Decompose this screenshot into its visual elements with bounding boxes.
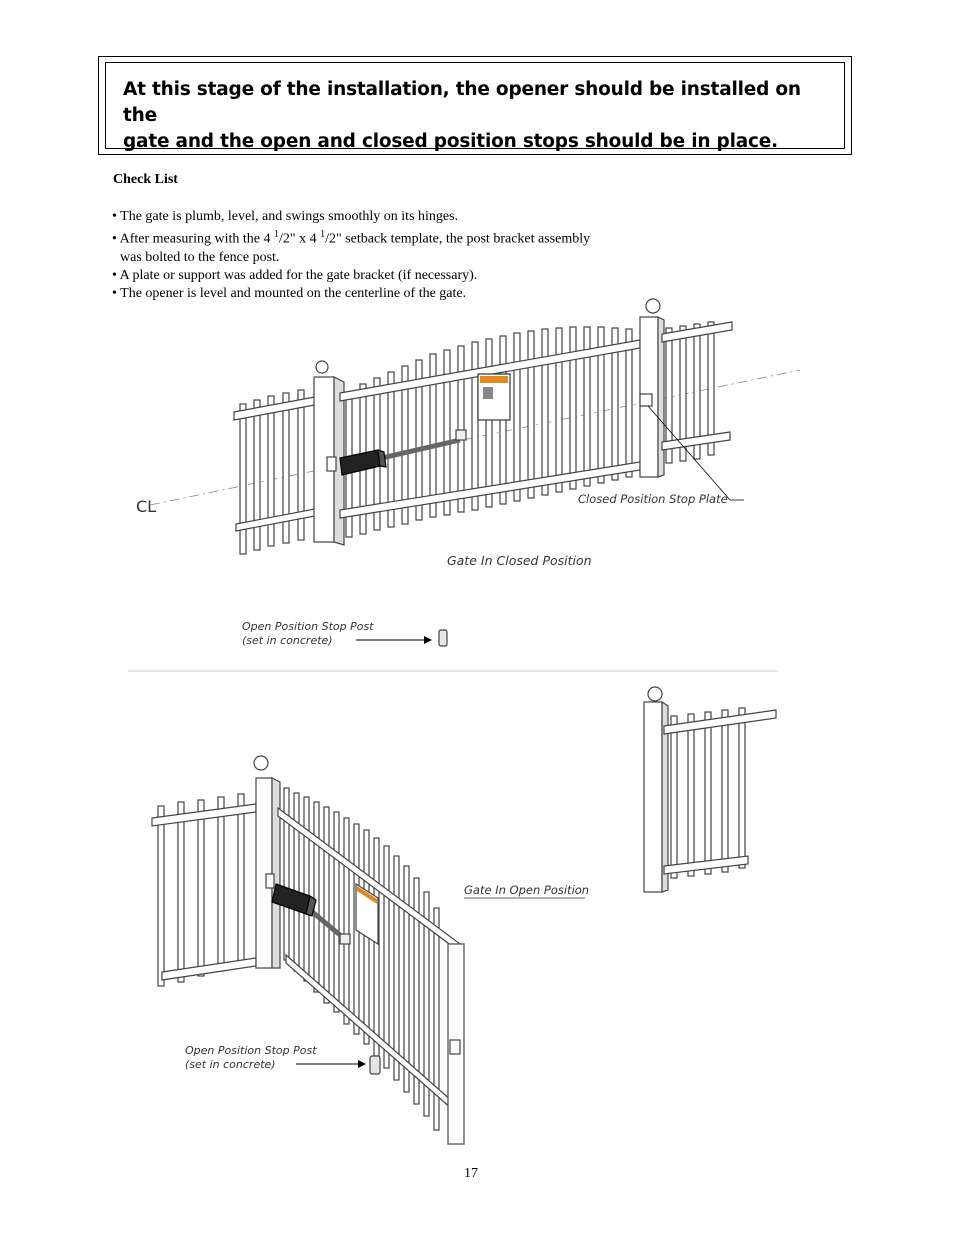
centerline-symbol: CL [136,497,157,516]
closed-stop-post-label-2: (set in concrete) [242,634,333,647]
closed-position-stop-plate [640,394,652,406]
checklist-item-template-a: • After measuring with the 4 [112,231,274,247]
fraction-numerator-1: 1 [273,229,279,240]
checklist-item-template-c: /2" setback template, the post bracket assembly [325,231,591,247]
page-number: 17 [464,1166,478,1181]
fraction-numerator-2: 1 [320,229,326,240]
open-position-stop-post [439,630,447,646]
open-stop-post [370,1056,380,1074]
open-stop-post-label-1: Open Position Stop Post [185,1044,317,1057]
open-right-fence [664,708,776,878]
closed-gate-illustration [150,299,800,646]
closed-stop-plate-label: Closed Position Stop Plate [578,492,728,506]
checklist-item-plumb: • The gate is plumb, level, and swings smoothly on its hinges. [112,209,459,224]
checklist-title: Check List [113,172,178,187]
right-gate-post [640,299,664,477]
open-stop-post-label-2: (set in concrete) [185,1058,276,1071]
checklist-item-plate: • A plate or support was added for the gate bracket (if necessary). [112,267,478,283]
notice-line-1: At this stage of the installation, the opener should be installed on the [123,79,801,126]
open-gate-stop-bracket [450,1040,460,1054]
open-right-post [644,687,668,892]
checklist-item-template-d: was bolted to the fence post. [120,249,280,265]
checklist-item-level: • The opener is level and mounted on the centerline of the gate. [112,285,467,301]
checklist-item-template-b: /2" x 4 [278,231,321,247]
warning-sign [478,374,510,420]
open-left-fence [152,794,256,986]
open-left-post [254,756,280,968]
closed-stop-post-label [242,620,374,648]
notice-line-2: gate and the open and closed position stops should be in place. [123,131,778,152]
open-gate-illustration [152,687,776,1144]
closed-gate-caption: Gate In Closed Position [447,553,592,568]
open-gate-panel [278,788,464,1144]
open-gate-caption: Gate In Open Position [464,883,590,897]
closed-stop-post-label-1: Open Position Stop Post [242,620,374,633]
open-stop-post-label [185,1044,317,1072]
right-fence-section [662,322,732,463]
